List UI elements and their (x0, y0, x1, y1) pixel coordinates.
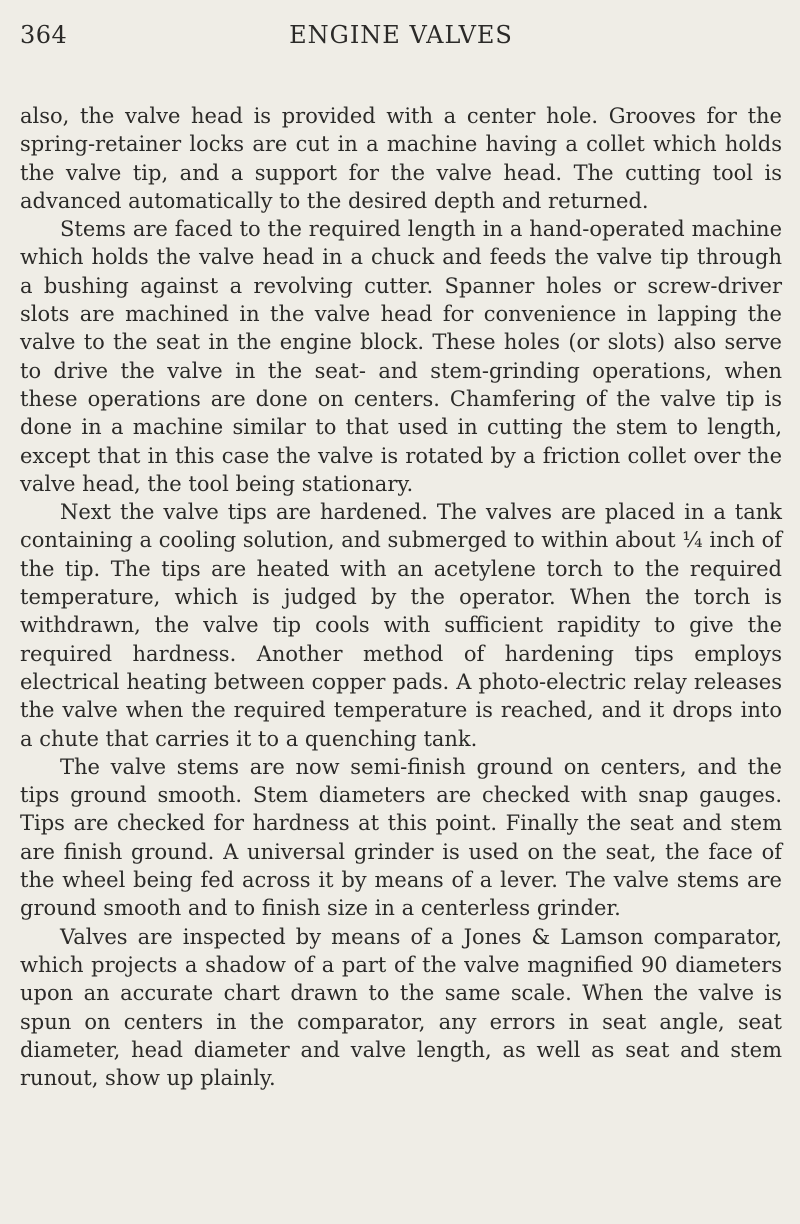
paragraph-continued: also, the valve head is provided with a center hole. Grooves for the spring-retainer locks are cut in a machine having a collet which holds the valve tip, and a support for the valve head. The cutting tool is advanced automatically to the desired depth and returned. (20, 104, 782, 213)
paragraph-tips-hardened: Next the valve tips are hardened. The valves are placed in a tank containing a cooling solution, and submerged to within about ¼ inch of the tip. The tips are heated with an acetylene torch to the required temperature, which is judged by the operator. When the torch is withdrawn, the valve tip cools with sufficient rapidity to give the required hardness. Another method of hardening tips employs electrical heating between copper pads. A photo-electric relay releases the valve when the required temperature is reached, and it drops into a chute that carries it to a quenching tank. (20, 500, 782, 751)
running-head (20, 20, 782, 60)
paragraph-stems-ground: The valve stems are now semi-finish ground on centers, and the tips ground smooth. Stem diameters are checked with snap gauges. Tips are checked for hardness at this point. Finally the seat and stem are finish ground. A universal grinder is used on the seat, the face of the wheel being fed across it by means of a lever. The valve stems are ground smooth and to finish size in a centerless grinder. (20, 754, 782, 921)
page-number: 364 (20, 21, 68, 49)
running-title: ENGINE VALVES (289, 21, 513, 49)
body-text (20, 102, 782, 1092)
paragraph-stems-faced: Stems are faced to the required length in a hand-operated machine which holds the valve head in a chuck and feeds the valve tip through a bushing against a revolving cutter. Spanner holes or screw-driver slots are machined in the valve head for convenience in lapping the valve to the seat in the engine block. These holes (or slots) also serve to drive the valve in the seat- and stem-grinding operations, when these operations are done on centers. Chamfering of the valve tip is done in a machine similar to that used in cutting the stem to length, except that in this case the valve is rotated by a friction collet over the valve head, the tool being stationary. (20, 217, 782, 496)
paragraph-inspection: Valves are inspected by means of a Jones & Lamson comparator, which projects a shadow of a part of the valve magnified 90 diameters upon an accurate chart drawn to the same scale. When the valve is spun on centers in the comparator, any errors in seat angle, seat diameter, head diameter and valve length, as well as seat and stem runout, show up plainly. (20, 924, 782, 1091)
